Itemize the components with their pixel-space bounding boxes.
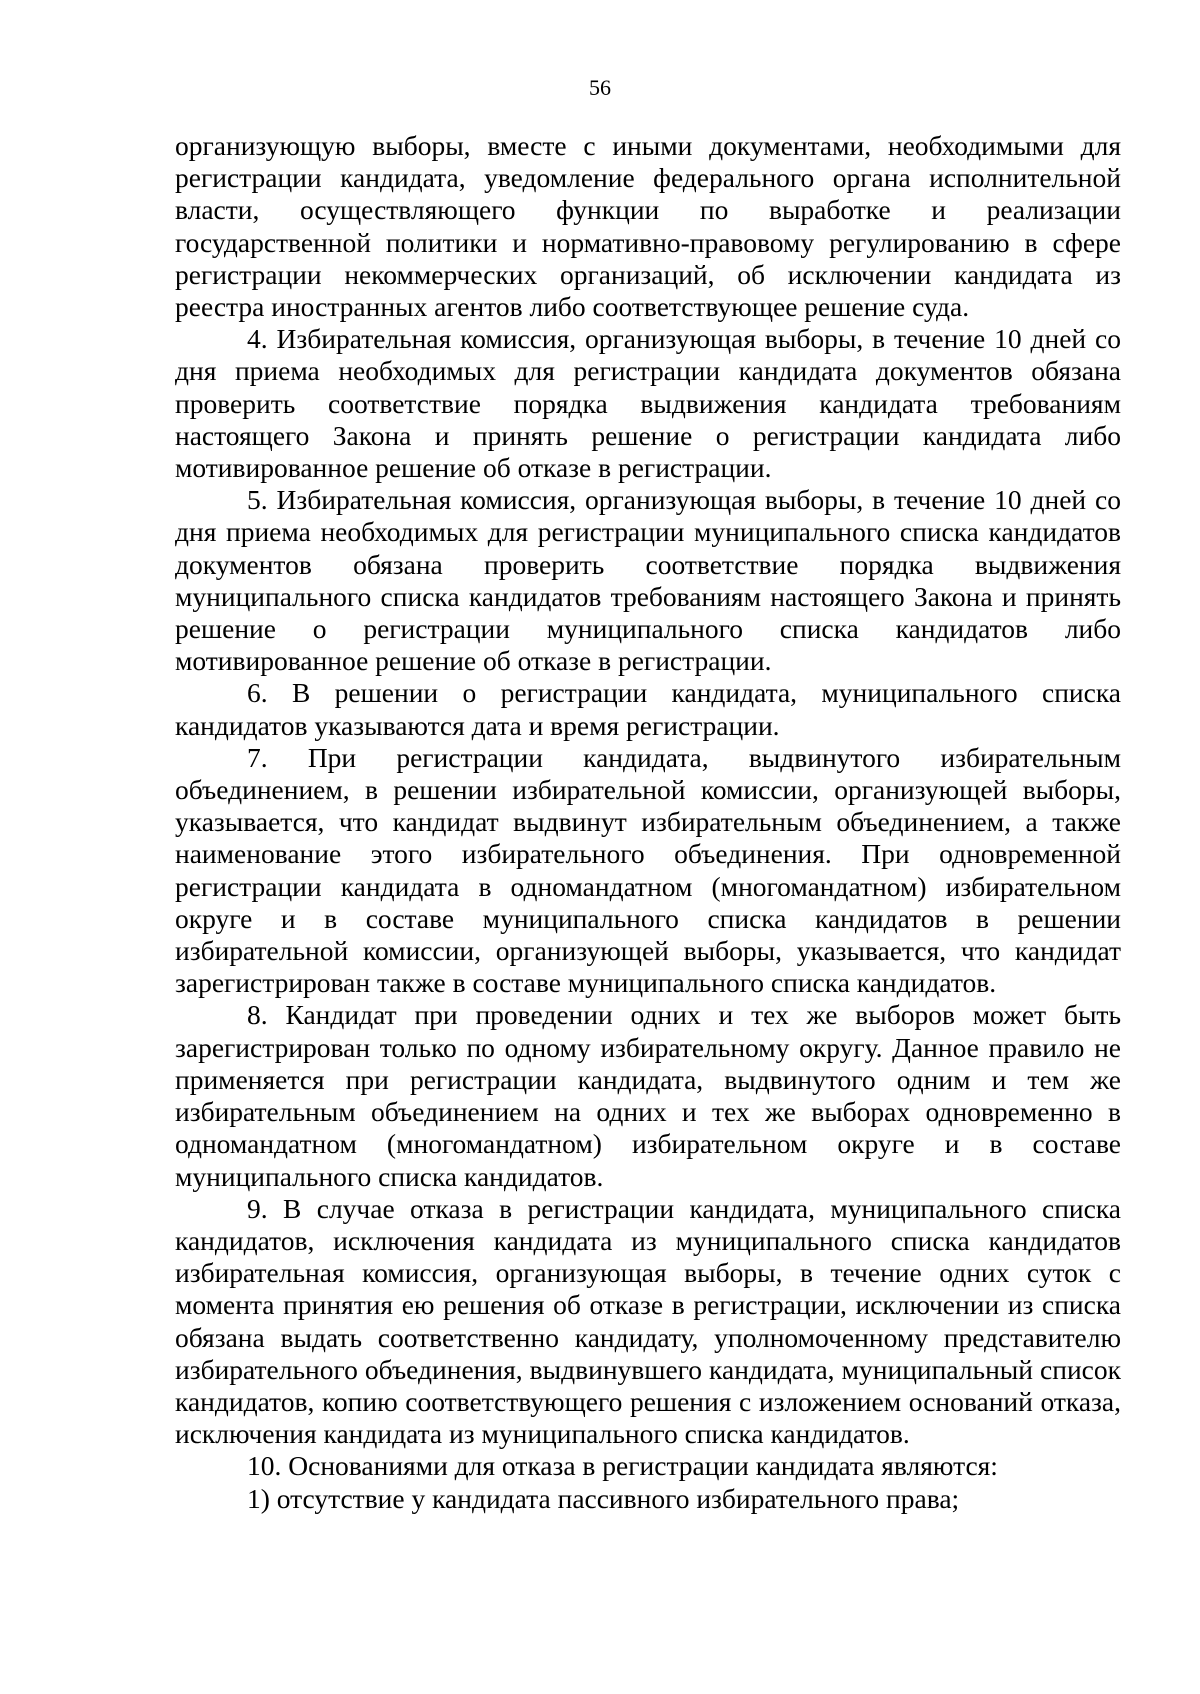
paragraph-item-6: 6. В решении о регистрации кандидата, муниципального списка кандидатов указываются дата и время регистрации. [175, 677, 1121, 741]
paragraph-item-8: 8. Кандидат при проведении одних и тех же выборов может быть зарегистрирован только по одному избирательному округу. Данное правило не применяется при регистрации кандидата, выдвинутого одним и тем же избирательным объединением на одних и тех же выборах одновременно в одномандатном (многомандатном) избирательном округе и в составе муниципального списка кандидатов. [175, 999, 1121, 1192]
page-number: 56 [589, 75, 611, 100]
document-body [175, 130, 1121, 1515]
paragraph-item-5: 5. Избирательная комиссия, организующая выборы, в течение 10 дней со дня приема необходимых для регистрации муниципального списка кандидатов документов обязана проверить соответствие порядка выдвижения муниципального списка кандидатов требованиям настоящего Закона и принять решение о регистрации муниципального списка кандидатов либо мотивированное решение об отказе в регистрации. [175, 484, 1121, 677]
paragraph-item-4: 4. Избирательная комиссия, организующая выборы, в течение 10 дней со дня приема необходимых для регистрации кандидата документов обязана проверить соответствие порядка выдвижения кандидата требованиям настоящего Закона и принять решение о регистрации кандидата либо мотивированное решение об отказе в регистрации. [175, 323, 1121, 484]
paragraph-continuation: организующую выборы, вместе с иными документами, необходимыми для регистрации кандидата, уведомление федерального органа исполнительной власти, осуществляющего функции по выработке и реализации государственной политики и нормативно-правовому регулированию в сфере регистрации некоммерческих организаций, об исключении кандидата из реестра иностранных агентов либо соответствующее решение суда. [175, 130, 1121, 323]
paragraph-item-7: 7. При регистрации кандидата, выдвинутого избирательным объединением, в решении избирательной комиссии, организующей выборы, указывается, что кандидат выдвинут избирательным объединением, а также наименование этого избирательного объединения. При одновременной регистрации кандидата в одномандатном (многомандатном) избирательном округе и в составе муниципального списка кандидатов в решении избирательной комиссии, организующей выборы, указывается, что кандидат зарегистрирован также в составе муниципального списка кандидатов. [175, 741, 1121, 999]
paragraph-subitem-1: 1) отсутствие у кандидата пассивного избирательного права; [247, 1482, 960, 1514]
paragraph-item-9: 9. В случае отказа в регистрации кандидата, муниципального списка кандидатов, исключения кандидата из муниципального списка кандидатов избирательная комиссия, организующая выборы, в течение одних суток с момента принятия ею решения об отказе в регистрации, исключении из списка обязана выдать соответственно кандидату, уполномоченному представителю избирательного объединения, выдвинувшего кандидата, муниципальный список кандидатов, копию соответствующего решения с изложением оснований отказа, исключения кандидата из муниципального списка кандидатов. [175, 1192, 1121, 1450]
paragraph-item-10: 10. Основаниями для отказа в регистрации кандидата являются: [247, 1450, 998, 1482]
